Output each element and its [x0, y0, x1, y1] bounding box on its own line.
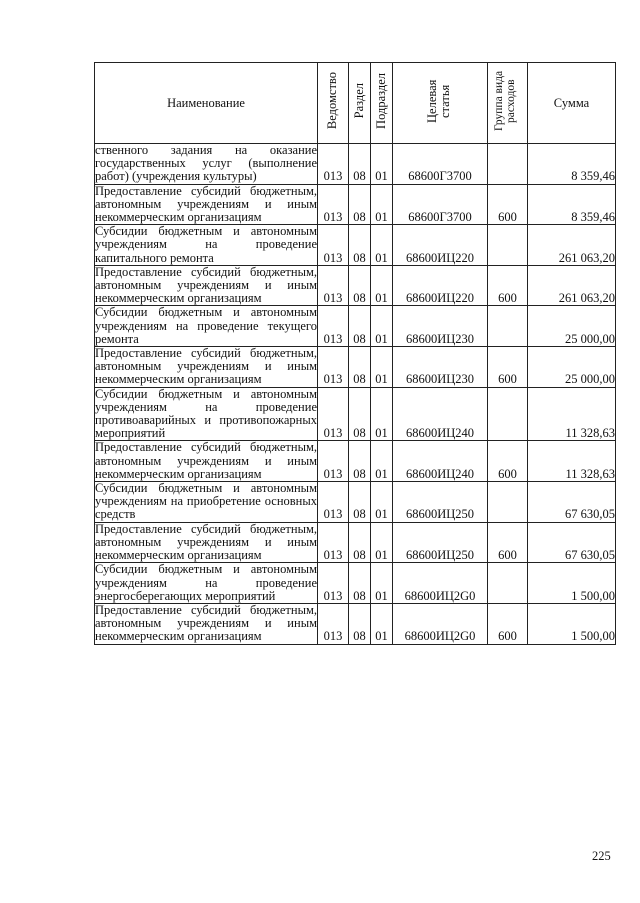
cell-name: ственного задания на оказание государственных услуг (выполнение работ) (учреждения культуры) [95, 143, 317, 184]
table-row [95, 441, 616, 482]
table-row [95, 387, 616, 441]
cell-expense-group: 600 [488, 347, 528, 388]
cell-sum: 67 630,05 [528, 522, 616, 563]
cell-sum: 67 630,05 [528, 482, 616, 523]
cell-expense-group [488, 225, 528, 266]
cell-expense-group [488, 482, 528, 523]
cell-target-article: 68600ИЦ230 [393, 347, 488, 388]
table-row [95, 144, 616, 185]
cell-subsection: 01 [371, 306, 393, 347]
cell-sum: 11 328,63 [528, 441, 616, 482]
cell-target-article: 68600ИЦ250 [393, 522, 488, 563]
table-row [95, 306, 616, 347]
cell-department: 013 [318, 603, 349, 644]
cell-target-article: 68600Г3700 [393, 144, 488, 185]
cell-name: Предоставление субсидий бюджетным, автономным учреждениям и иным некоммерческим организациям [95, 602, 317, 644]
table-row [95, 482, 616, 523]
cell-name: Предоставление субсидий бюджетным, автономным учреждениям и иным некоммерческим организациям [95, 346, 317, 387]
cell-expense-group: 600 [488, 522, 528, 563]
page-number: 225 [592, 849, 611, 863]
cell-sum: 11 328,63 [528, 387, 616, 441]
cell-subsection: 01 [371, 563, 393, 604]
cell-sum: 25 000,00 [528, 306, 616, 347]
header-name: Наименование [95, 63, 318, 144]
budget-table [94, 62, 616, 645]
cell-department: 013 [318, 522, 349, 563]
cell-section: 08 [349, 563, 371, 604]
table-row [95, 347, 616, 388]
cell-section: 08 [349, 347, 371, 388]
cell-subsection: 01 [371, 225, 393, 266]
cell-name: Предоставление субсидий бюджетным, автономным учреждениям и иным некоммерческим организациям [95, 183, 317, 225]
cell-name: Предоставление субсидий бюджетным, автономным учреждениям и иным некоммерческим организациям [95, 440, 317, 481]
cell-subsection: 01 [371, 265, 393, 306]
cell-subsection: 01 [371, 347, 393, 388]
cell-target-article: 68600ИЦ2G0 [393, 603, 488, 644]
cell-name: Субсидии бюджетным и автономным учреждениям на проведение текущего ремонта [95, 305, 317, 346]
cell-subsection: 01 [371, 144, 393, 185]
cell-department: 013 [318, 144, 349, 185]
table-row [95, 522, 616, 563]
table-row [95, 225, 616, 266]
cell-target-article: 68600ИЦ220 [393, 225, 488, 266]
cell-subsection: 01 [371, 522, 393, 563]
cell-subsection: 01 [371, 387, 393, 441]
cell-department: 013 [318, 482, 349, 523]
header-subsection: Подраздел [371, 63, 393, 144]
cell-name: Субсидии бюджетным и автономным учреждениям на проведение капитального ремонта [95, 224, 317, 265]
cell-name: Субсидии бюджетным и автономным учреждениям на проведение энергосберегающих мероприятий [95, 562, 317, 603]
table-row [95, 563, 616, 604]
cell-department: 013 [318, 225, 349, 266]
cell-name: Субсидии бюджетным и автономным учреждениям на проведение противоаварийных и противопожарных мероприятий [95, 386, 317, 441]
cell-department: 013 [318, 184, 349, 225]
cell-sum: 1 500,00 [528, 563, 616, 604]
cell-section: 08 [349, 184, 371, 225]
cell-sum: 261 063,20 [528, 265, 616, 306]
cell-expense-group [488, 144, 528, 185]
cell-section: 08 [349, 265, 371, 306]
cell-target-article: 68600ИЦ240 [393, 441, 488, 482]
cell-target-article: 68600ИЦ240 [393, 387, 488, 441]
cell-section: 08 [349, 522, 371, 563]
cell-sum: 8 359,46 [528, 184, 616, 225]
header-target-article: Целевая статья [393, 63, 488, 144]
cell-sum: 261 063,20 [528, 225, 616, 266]
table-row [95, 603, 616, 644]
cell-section: 08 [349, 482, 371, 523]
cell-sum: 1 500,00 [528, 603, 616, 644]
cell-name: Предоставление субсидий бюджетным, автономным учреждениям и иным некоммерческим организациям [95, 264, 317, 306]
cell-name: Субсидии бюджетным и автономным учреждениям на приобретение основных средств [95, 481, 317, 522]
cell-name: Предоставление субсидий бюджетным, автономным учреждениям и иным некоммерческим организациям [95, 521, 317, 563]
header-department: Ведомство [318, 63, 349, 144]
cell-section: 08 [349, 306, 371, 347]
cell-target-article: 68600ИЦ250 [393, 482, 488, 523]
table-body [95, 144, 616, 645]
cell-target-article: 68600ИЦ220 [393, 265, 488, 306]
cell-section: 08 [349, 144, 371, 185]
header-sum: Сумма [528, 63, 616, 144]
cell-section: 08 [349, 225, 371, 266]
cell-sum: 8 359,46 [528, 144, 616, 185]
cell-expense-group: 600 [488, 265, 528, 306]
cell-subsection: 01 [371, 603, 393, 644]
cell-expense-group [488, 563, 528, 604]
cell-department: 013 [318, 441, 349, 482]
cell-department: 013 [318, 306, 349, 347]
cell-expense-group [488, 387, 528, 441]
cell-department: 013 [318, 265, 349, 306]
cell-expense-group [488, 306, 528, 347]
cell-subsection: 01 [371, 184, 393, 225]
cell-section: 08 [349, 603, 371, 644]
header-section: Раздел [349, 63, 371, 144]
cell-expense-group: 600 [488, 184, 528, 225]
cell-section: 08 [349, 441, 371, 482]
cell-department: 013 [318, 387, 349, 441]
table-row [95, 184, 616, 225]
cell-sum: 25 000,00 [528, 347, 616, 388]
cell-expense-group: 600 [488, 441, 528, 482]
cell-department: 013 [318, 347, 349, 388]
cell-subsection: 01 [371, 441, 393, 482]
cell-target-article: 68600ИЦ2G0 [393, 563, 488, 604]
cell-target-article: 68600Г3700 [393, 184, 488, 225]
cell-target-article: 68600ИЦ230 [393, 306, 488, 347]
cell-subsection: 01 [371, 482, 393, 523]
cell-department: 013 [318, 563, 349, 604]
cell-expense-group: 600 [488, 603, 528, 644]
table-row [95, 265, 616, 306]
table-header-row [95, 63, 616, 144]
header-expense-group: Группа вида расходов [488, 63, 528, 144]
cell-section: 08 [349, 387, 371, 441]
